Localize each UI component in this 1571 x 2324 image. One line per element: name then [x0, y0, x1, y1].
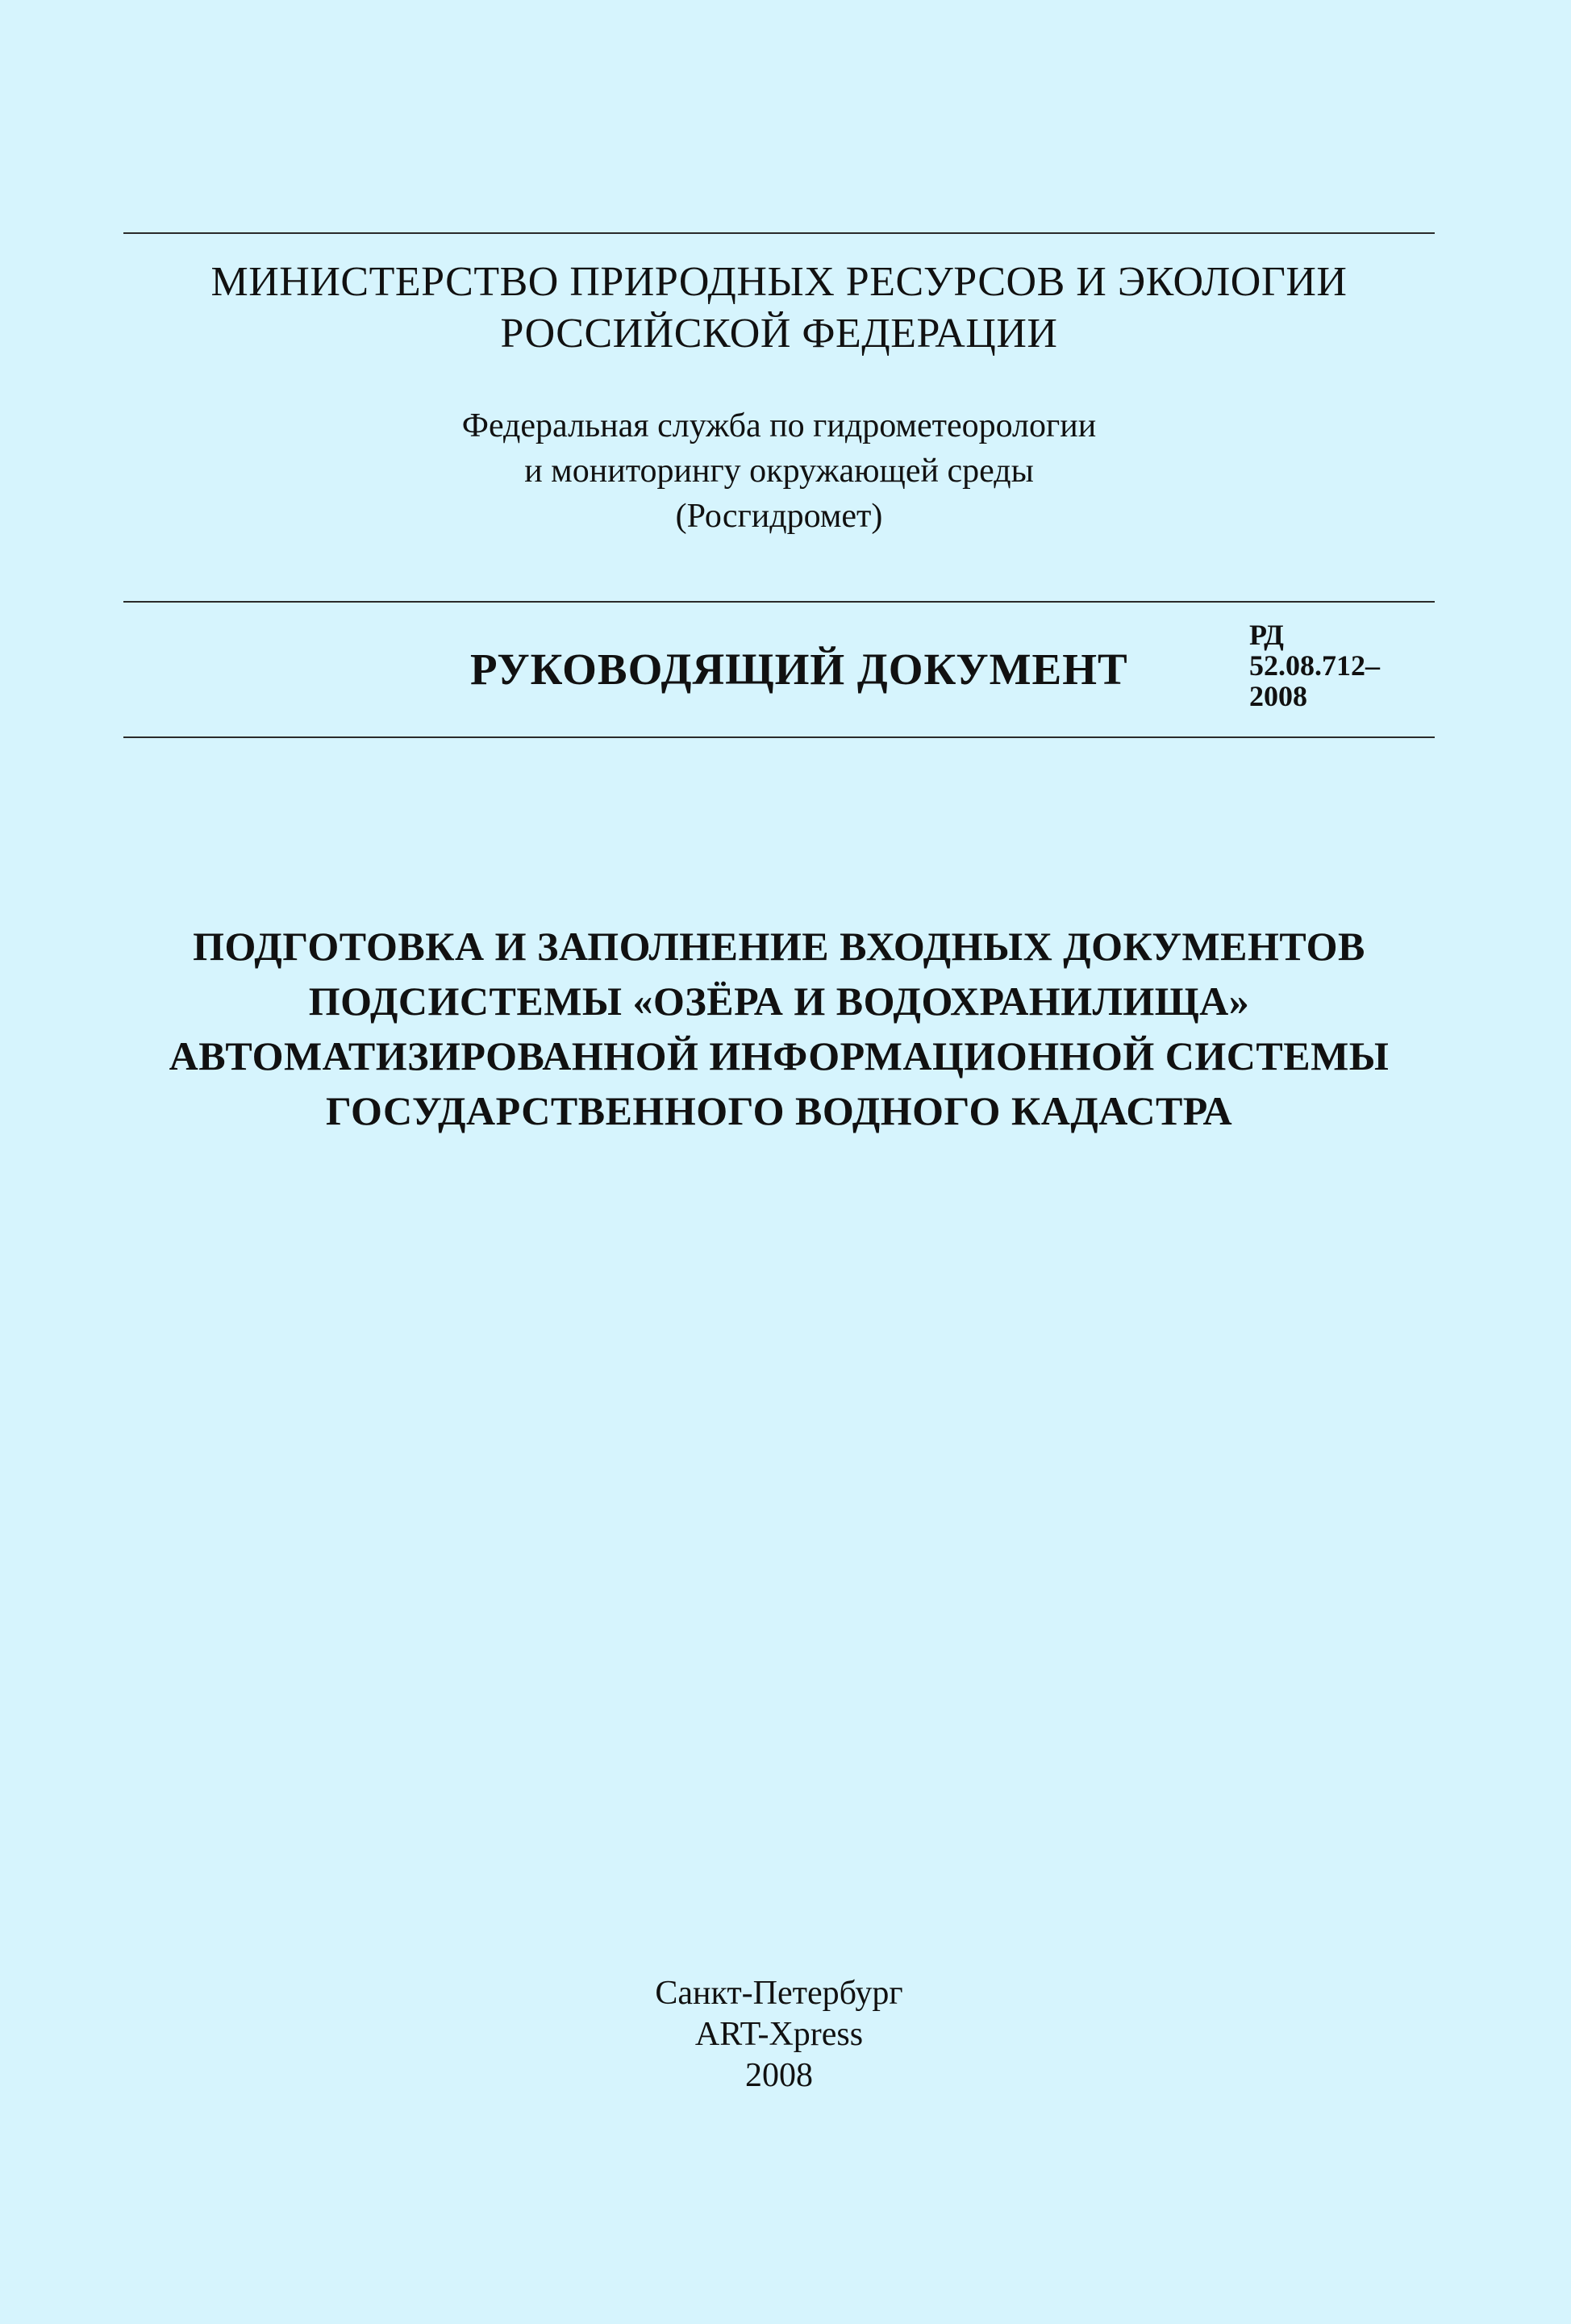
- ministry-line-1: МИНИСТЕРСТВО ПРИРОДНЫХ РЕСУРСОВ И ЭКОЛОГИИ: [210, 259, 1348, 305]
- service-line-3: (Росгидромет): [675, 498, 883, 535]
- ministry-line-2: РОССИЙСКОЙ ФЕДЕРАЦИИ: [500, 311, 1058, 357]
- title-line-1: ПОДГОТОВКА И ЗАПОЛНЕНИЕ ВХОДНЫХ ДОКУМЕНТОВ: [193, 924, 1365, 969]
- document-code-line-1: РД: [1249, 619, 1284, 651]
- service-line-1: Федеральная служба по гидрометеорологии: [461, 407, 1097, 444]
- imprint-city: Санкт-Петербург: [655, 1975, 903, 2012]
- service-line-2: и мониторингу окружающей среды: [524, 453, 1034, 490]
- bottom-divider: [123, 736, 1435, 738]
- title-line-4: ГОСУДАРСТВЕННОГО ВОДНОГО КАДАСТРА: [325, 1088, 1233, 1133]
- service-heading: [123, 403, 1435, 539]
- document-code-line-3: 2008: [1249, 680, 1307, 712]
- top-divider: [123, 232, 1435, 234]
- document-code: [1249, 620, 1380, 711]
- middle-divider: [123, 601, 1435, 603]
- title-line-3: АВТОМАТИЗИРОВАННОЙ ИНФОРМАЦИОННОЙ СИСТЕМЫ: [169, 1033, 1390, 1079]
- imprint-year: 2008: [745, 2057, 813, 2094]
- document-code-line-2: 52.08.712–: [1249, 649, 1380, 682]
- ministry-heading: [123, 257, 1435, 360]
- title-line-2: ПОДСИСТЕМЫ «ОЗЁРА И ВОДОХРАНИЛИЩА»: [308, 978, 1250, 1024]
- imprint: [123, 1973, 1435, 2097]
- document-title: [123, 919, 1435, 1138]
- imprint-publisher: ART-Xpress: [694, 2016, 864, 2053]
- document-type: РУКОВОДЯЩИЙ ДОКУМЕНТ: [470, 645, 1128, 694]
